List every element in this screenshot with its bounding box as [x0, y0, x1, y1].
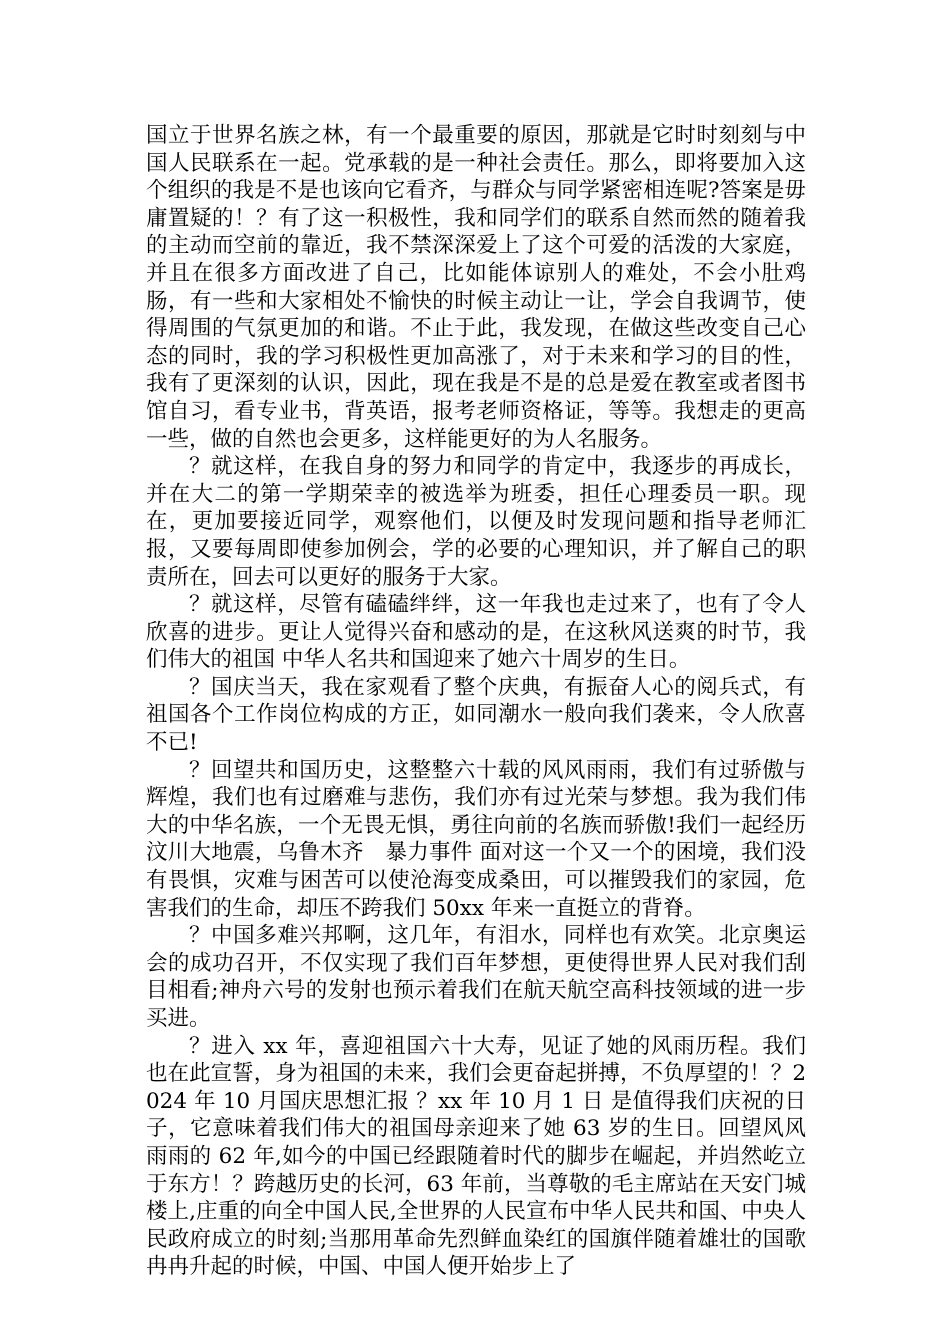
paragraph-3: ？就这样，尽管有磕磕绊绊，这一年我也走过来了，也有了令人欣喜的进步。更让人觉得兴奋和感动的是，在这秋风送爽的时节，我们伟大的祖国 中华人名共和国迎来了她六十周岁的生日。: [146, 592, 806, 673]
paragraph-5: ？回望共和国历史，这整整六十载的风风雨雨，我们有过骄傲与辉煌，我们也有过磨难与悲伤，我们亦有过光荣与梦想。我为我们伟大的中华名族，一个无畏无惧，勇往向前的名族而骄傲!我们一起经历 汶川大地震，乌鲁木齐 暴力事件 面对这一个又一个的困境，我们没有畏惧，灾难与困苦可以使沧海变成桑田，可以摧毁我们的家园，危害我们的生命，却压不跨我们 50xx 年来一直挺立的背脊。: [146, 757, 828, 921]
document-page: [146, 122, 828, 1281]
paragraph-4: ？国庆当天，我在家观看了整个庆典，有振奋人心的阅兵式，有祖国各个工作岗位构成的方正，如同潮水一般向我们袭来，令人欣喜不已!: [146, 674, 806, 756]
paragraph-7: ？进入 xx 年，喜迎祖国六十大寿，见证了她的风雨历程。我们也在此宣誓，身为祖国的未来，我们会更奋起拼搏，不负厚望的！？2024 年 10 月国庆思想汇报 ？xx 年 10 月 1 日 是值得我们庆祝的日子，它意味着我们伟大的祖国母亲迎来了她 63 岁的生日。回望风风雨雨的 62 年,如今的中国已经跟随着时代的脚步在崛起，并岿然屹立于东方！？跨越历史的长河，63 年前，当尊敬的毛主席站在天安门城楼上,庄重的向全中国人民,全世界的人民宣布中华人民共和国、中央人民政府成立的时刻;当那用革命先烈鲜血染红的国旗伴随着雄壮的国歌冉冉升起的时候，中国、中国人便开始步上了: [146, 1033, 806, 1280]
paragraph-1: 国立于世界名族之林，有一个最重要的原因，那就是它时时刻刻与中国人民联系在一起。党承载的是一种社会责任。那么，即将要加入这个组织的我是不是也该向它看齐，与群众与同学紧密相连呢?答案是毋庸置疑的！？有了这一积极性，我和同学们的联系自然而然的随着我的主动而空前的靠近，我不禁深深爱上了这个可爱的活泼的大家庭，并且在很多方面改进了自己，比如能体谅别人的难处，不会小肚鸡肠，有一些和大家相处不愉快的时候主动让一让，学会自我调节，使得周围的气氛更加的和谐。不止于此，我发现，在做这些改变自己心态的同时，我的学习积极性更加高涨了，对于未来和学习的目的性，我有了更深刻的认识，因此，现在我是不是的总是爱在教室或者图书馆自习，看专业书，背英语，报考老师资格证，等等。我想走的更高一些，做的自然也会更多，这样能更好的为人名服务。: [146, 123, 806, 452]
paragraph-6: ？中国多难兴邦啊，这几年，有泪水，同样也有欢笑。北京奥运会的成功召开，不仅实现了我们百年梦想，更使得世界人民对我们刮目相看;神舟六号的发射也预示着我们在航天航空高科技领域的进一步买进。: [146, 923, 806, 1031]
paragraph-2: ？就这样，在我自身的努力和同学的肯定中，我逐步的再成长，并在大二的第一学期荣幸的被选举为班委，担任心理委员一职。现在，更加要接近同学，观察他们，以便及时发现问题和指导老师汇报，又要每周即使参加例会，学的必要的心理知识，并了解自己的职责所在，回去可以更好的服务于大家。: [146, 454, 806, 590]
